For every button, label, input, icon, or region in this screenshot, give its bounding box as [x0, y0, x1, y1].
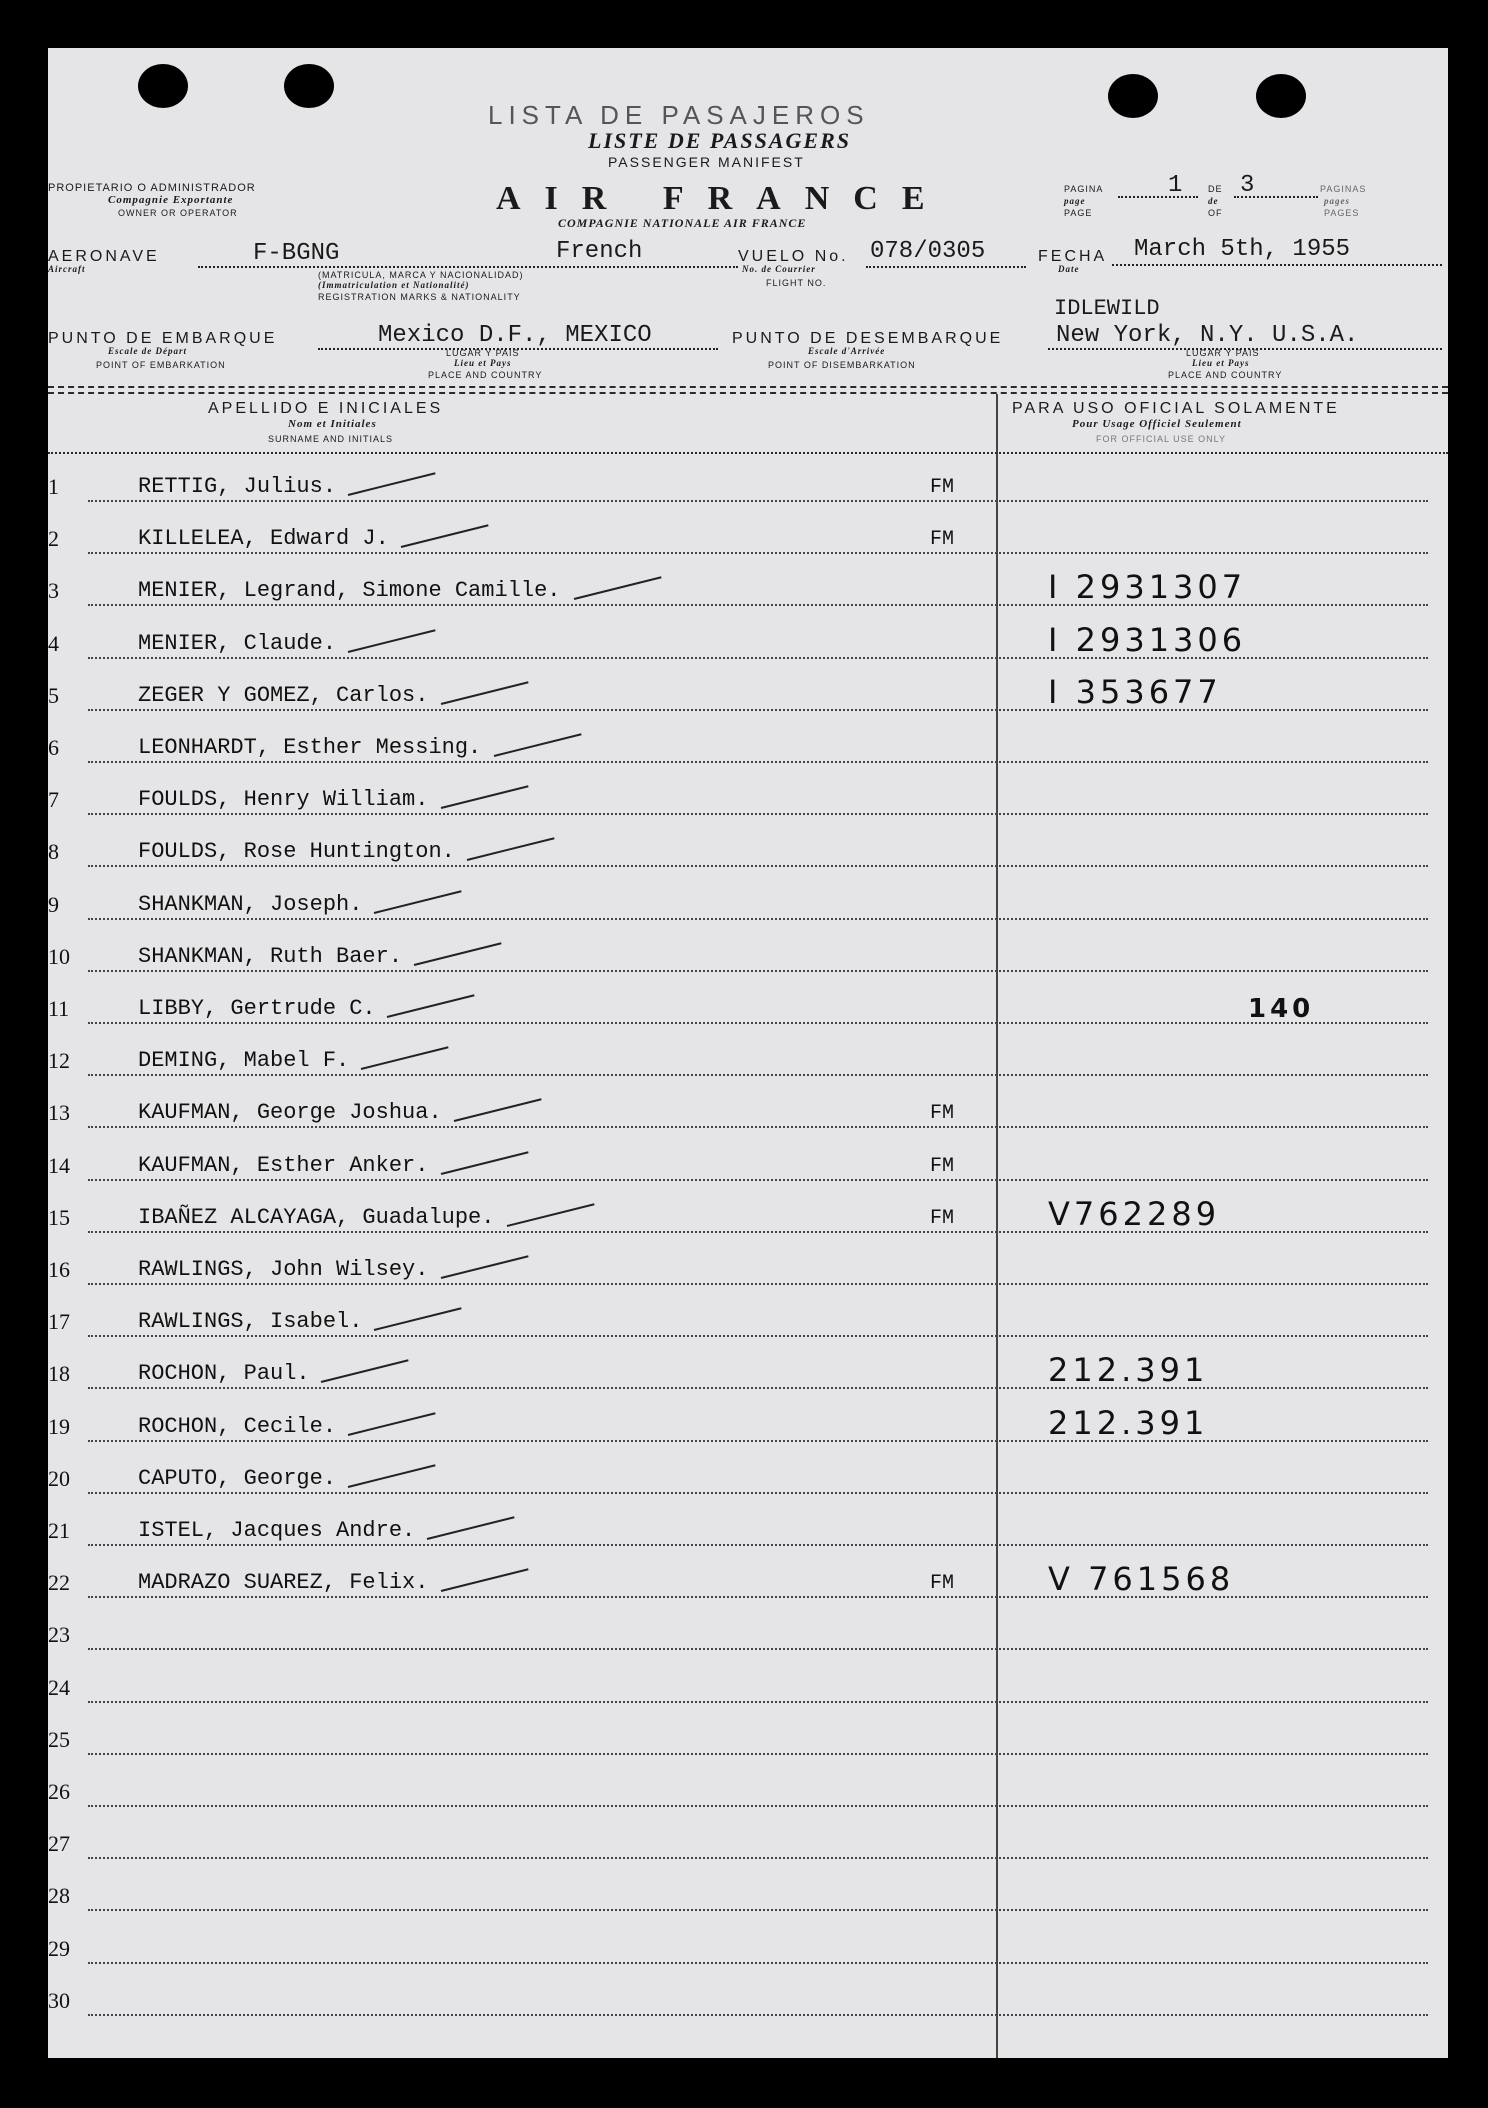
- row-number: 17: [48, 1309, 70, 1334]
- row-number: 11: [48, 996, 70, 1021]
- aircraft-label-fr: Aircraft: [48, 264, 86, 274]
- row-number: 28: [48, 1883, 70, 1908]
- passenger-name: FOULDS, Henry William.: [138, 787, 429, 812]
- check-mark: [440, 681, 528, 705]
- row-number: 5: [48, 683, 59, 708]
- page-of-fr: de: [1208, 196, 1219, 206]
- passenger-name: FOULDS, Rose Huntington.: [138, 839, 455, 864]
- row-dotted-line: [88, 761, 1428, 763]
- flight-label-fr: No. de Courrier: [742, 264, 816, 274]
- passenger-name: ROCHON, Cecile.: [138, 1414, 337, 1439]
- check-mark: [374, 1307, 462, 1331]
- passenger-name: ISTEL, Jacques Andre.: [138, 1518, 416, 1543]
- row-number: 24: [48, 1675, 70, 1700]
- row-number: 4: [48, 631, 59, 656]
- date-label-fr: Date: [1058, 264, 1080, 274]
- passenger-name: RAWLINGS, Isabel.: [138, 1309, 363, 1334]
- manifest-date: March 5th, 1955: [1134, 236, 1351, 263]
- passenger-name: RAWLINGS, John Wilsey.: [138, 1257, 429, 1282]
- row-number: 2: [48, 526, 59, 551]
- fm-mark: FM: [930, 1102, 955, 1125]
- pages-label-en: PAGES: [1324, 208, 1360, 218]
- official-entry: V762289: [1048, 1195, 1221, 1233]
- row-dotted-line: [88, 1231, 1428, 1233]
- row-number: 21: [48, 1518, 70, 1543]
- row-number: 30: [48, 1988, 70, 2013]
- check-mark: [467, 837, 555, 861]
- embark-place-caption-fr: Lieu et Pays: [454, 358, 512, 368]
- passenger-name: MADRAZO SUAREZ, Felix.: [138, 1570, 429, 1595]
- aircraft-label-es: AERONAVE: [48, 248, 160, 265]
- airline-subtitle: COMPAGNIE NATIONALE AIR FRANCE: [558, 216, 807, 230]
- disembark-label-es: PUNTO DE DESEMBARQUE: [732, 330, 1004, 347]
- check-mark: [414, 942, 502, 966]
- owner-label-es: PROPIETARIO O ADMINISTRADOR: [48, 182, 256, 194]
- fm-mark: FM: [930, 476, 955, 499]
- page-of-es: DE: [1208, 184, 1223, 194]
- row-number: 25: [48, 1727, 70, 1752]
- row-dotted-line: [88, 1283, 1428, 1285]
- row-number: 10: [48, 944, 70, 969]
- row-dotted-line: [88, 1753, 1428, 1755]
- row-dotted-line: [88, 1074, 1428, 1076]
- flight-label-en: FLIGHT NO.: [766, 278, 827, 288]
- passenger-name: LEONHARDT, Esther Messing.: [138, 735, 482, 760]
- check-mark: [321, 1359, 409, 1383]
- title-english: PASSENGER MANIFEST: [608, 154, 805, 170]
- owner-label-fr: Compagnie Exportante: [108, 194, 234, 206]
- disembark-place-caption-es: LUGAR Y PAIS: [1186, 348, 1260, 358]
- disembark-place-caption-fr: Lieu et Pays: [1192, 358, 1250, 368]
- punch-hole: [138, 64, 188, 108]
- page-of-en: OF: [1208, 208, 1223, 218]
- passenger-name: KILLELEA, Edward J.: [138, 526, 389, 551]
- check-mark: [361, 1046, 449, 1070]
- row-number: 8: [48, 839, 59, 864]
- punch-hole: [1108, 74, 1158, 118]
- name-column-header-es: APELLIDO E INICIALES: [208, 400, 444, 417]
- row-number: 20: [48, 1466, 70, 1491]
- disembark-airport: IDLEWILD: [1054, 296, 1160, 321]
- registration-caption-en: REGISTRATION MARKS & NATIONALITY: [318, 292, 521, 302]
- registration-caption-es: (MATRICULA, MARCA Y NACIONALIDAD): [318, 270, 524, 280]
- check-mark: [427, 1516, 515, 1540]
- aircraft-nationality: French: [556, 238, 643, 265]
- punch-hole: [284, 64, 334, 108]
- name-column-header-fr: Nom et Initiales: [288, 418, 377, 430]
- row-dotted-line: [88, 1440, 1428, 1442]
- row-number: 12: [48, 1048, 70, 1073]
- passenger-name: DEMING, Mabel F.: [138, 1048, 350, 1073]
- official-entry: 212.391: [1048, 1351, 1209, 1389]
- row-number: 14: [48, 1153, 70, 1178]
- check-mark: [347, 629, 435, 653]
- row-dotted-line: [88, 1805, 1428, 1807]
- punch-hole: [1256, 74, 1306, 118]
- official-column-header-en: FOR OFFICIAL USE ONLY: [1096, 434, 1227, 444]
- fm-mark: FM: [930, 528, 955, 551]
- row-number: 19: [48, 1414, 70, 1439]
- disembark-place-caption-en: PLACE AND COUNTRY: [1168, 370, 1283, 380]
- official-entry: I 2931307: [1048, 568, 1247, 606]
- check-mark: [454, 1098, 542, 1122]
- row-number: 3: [48, 578, 59, 603]
- embark-label-es: PUNTO DE EMBARQUE: [48, 330, 278, 347]
- passenger-name: RETTIG, Julius.: [138, 474, 337, 499]
- passenger-name: MENIER, Legrand, Simone Camille.: [138, 578, 561, 603]
- passenger-name: SHANKMAN, Ruth Baer.: [138, 944, 403, 969]
- passenger-name: ROCHON, Paul.: [138, 1361, 310, 1386]
- title-french: LISTE DE PASSAGERS: [588, 128, 852, 153]
- check-mark: [347, 1464, 435, 1488]
- row-dotted-line: [88, 552, 1428, 554]
- title-spanish: LISTA DE PASAJEROS: [488, 100, 870, 130]
- row-dotted-line: [88, 970, 1428, 972]
- row-dotted-line: [88, 1387, 1428, 1389]
- check-mark: [400, 524, 488, 548]
- row-dotted-line: [88, 1179, 1428, 1181]
- check-mark: [347, 472, 435, 496]
- pages-label-fr: pages: [1324, 196, 1350, 206]
- row-number: 13: [48, 1100, 70, 1125]
- flight-number: 078/0305: [870, 238, 986, 265]
- page-label-fr: page: [1064, 196, 1086, 206]
- row-number: 29: [48, 1936, 70, 1961]
- registration-caption-fr: (Immatriculation et Nationalité): [318, 280, 470, 290]
- passenger-name: LIBBY, Gertrude C.: [138, 996, 376, 1021]
- row-dotted-line: [88, 1648, 1428, 1650]
- row-dotted-line: [88, 813, 1428, 815]
- row-dotted-line: [88, 1701, 1428, 1703]
- passenger-name: ZEGER Y GOMEZ, Carlos.: [138, 683, 429, 708]
- check-mark: [440, 1568, 528, 1592]
- disembark-label-fr: Escale d'Arrivée: [808, 346, 886, 356]
- row-number: 9: [48, 892, 59, 917]
- row-dotted-line: [88, 709, 1428, 711]
- row-number: 18: [48, 1361, 70, 1386]
- page-label-es: PAGINA: [1064, 184, 1104, 194]
- embark-place-caption-en: PLACE AND COUNTRY: [428, 370, 543, 380]
- column-divider: [996, 394, 998, 2058]
- row-dotted-line: [88, 2014, 1428, 2016]
- check-mark: [387, 994, 475, 1018]
- row-number: 26: [48, 1779, 70, 1804]
- row-dotted-line: [88, 865, 1428, 867]
- official-entry: I 2931306: [1048, 621, 1247, 659]
- row-dotted-line: [88, 1492, 1428, 1494]
- check-mark: [494, 733, 582, 757]
- date-label-es: FECHA: [1038, 248, 1108, 265]
- airline-name: AIR FRANCE: [496, 180, 949, 217]
- passenger-name: KAUFMAN, Esther Anker.: [138, 1153, 429, 1178]
- row-number: 16: [48, 1257, 70, 1282]
- row-dotted-line: [88, 1126, 1428, 1128]
- embark-label-fr: Escale de Départ: [108, 346, 187, 356]
- check-mark: [507, 1203, 595, 1227]
- row-dotted-line: [88, 918, 1428, 920]
- row-dotted-line: [88, 1335, 1428, 1337]
- row-number: 27: [48, 1831, 70, 1856]
- row-dotted-line: [88, 500, 1428, 502]
- page-total: 3: [1240, 172, 1255, 199]
- page-number: 1: [1168, 172, 1183, 199]
- embark-place-caption-es: LUGAR Y PAIS: [446, 348, 520, 358]
- official-column-header-es: PARA USO OFICIAL SOLAMENTE: [1012, 400, 1340, 417]
- name-column-header-en: SURNAME AND INITIALS: [268, 434, 394, 444]
- row-dotted-line: [88, 1962, 1428, 1964]
- passenger-name: MENIER, Claude.: [138, 631, 337, 656]
- official-column-header-fr: Pour Usage Officiel Seulement: [1072, 418, 1242, 430]
- fm-mark: FM: [930, 1572, 955, 1595]
- embark-label-en: POINT OF EMBARKATION: [96, 360, 226, 370]
- pages-label-es: PAGINAS: [1320, 184, 1367, 194]
- row-number: 1: [48, 474, 59, 499]
- fm-mark: FM: [930, 1207, 955, 1230]
- check-mark: [573, 576, 661, 600]
- row-number: 6: [48, 735, 59, 760]
- flight-label-es: VUELO No.: [738, 248, 849, 265]
- official-entry: I 353677: [1048, 673, 1222, 711]
- disembark-label-en: POINT OF DISEMBARKATION: [768, 360, 916, 370]
- row-number: 15: [48, 1205, 70, 1230]
- row-number: 7: [48, 787, 59, 812]
- row-dotted-line: [88, 1544, 1428, 1546]
- check-mark: [374, 890, 462, 914]
- check-mark: [440, 785, 528, 809]
- check-mark: [347, 1412, 435, 1436]
- official-entry: 212.391: [1048, 1404, 1209, 1442]
- manifest-sheet: [48, 48, 1448, 2058]
- passenger-name: CAPUTO, George.: [138, 1466, 337, 1491]
- fm-mark: FM: [930, 1155, 955, 1178]
- passenger-name: IBAÑEZ ALCAYAGA, Guadalupe.: [138, 1205, 495, 1230]
- row-dotted-line: [88, 1909, 1428, 1911]
- disembark-place: New York, N.Y. U.S.A.: [1056, 322, 1359, 349]
- page-label-en: PAGE: [1064, 208, 1093, 218]
- official-entry: 140: [1248, 994, 1315, 1024]
- check-mark: [440, 1255, 528, 1279]
- row-number: 23: [48, 1622, 70, 1647]
- row-dotted-line: [88, 1857, 1428, 1859]
- official-entry: V 761568: [1048, 1560, 1235, 1598]
- owner-label-en: OWNER OR OPERATOR: [118, 208, 238, 218]
- embark-place: Mexico D.F., MEXICO: [378, 322, 652, 349]
- passenger-name: KAUFMAN, George Joshua.: [138, 1100, 442, 1125]
- row-number: 22: [48, 1570, 70, 1595]
- check-mark: [440, 1151, 528, 1175]
- aircraft-registration: F-BGNG: [253, 240, 340, 267]
- row-dotted-line: [88, 1022, 1428, 1024]
- passenger-name: SHANKMAN, Joseph.: [138, 892, 363, 917]
